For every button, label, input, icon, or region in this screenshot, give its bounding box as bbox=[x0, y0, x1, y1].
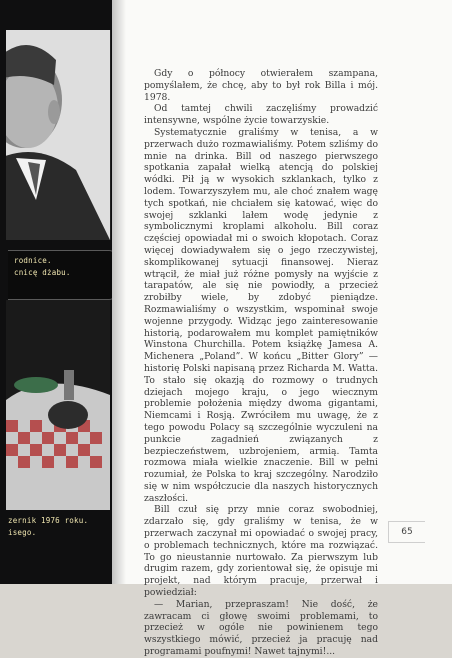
caption-line: rodnice. bbox=[14, 256, 52, 265]
gutter-shadow bbox=[112, 0, 126, 584]
caption-line: zernik 1976 roku. bbox=[8, 516, 89, 525]
table-photo bbox=[6, 300, 110, 510]
photo-page bbox=[0, 0, 112, 584]
caption-line: isego. bbox=[8, 528, 37, 537]
paragraph: — Marian, przepraszam! Nie dość, że zawracam ci głowę swoimi problemami, to przecież w ogóle nie powinienem tego wszystkiego mówić, przecież ja pracuję nad programami poufnymi! Nawet tajnymi!... bbox=[144, 598, 378, 658]
paragraph: Od tamtej chwili zaczęliśmy prowadzić intensywne, wspólne życie towarzyskie. bbox=[144, 103, 378, 127]
paragraph: Gdy o północy otwierałem szampana, pomyślałem, że chcę, aby to był rok Billa i mój. 1978. bbox=[144, 68, 378, 103]
caption-line: cnicę dżabu. bbox=[14, 268, 71, 277]
caption-top bbox=[8, 250, 117, 300]
paragraph: Bill czuł się przy mnie coraz swobodniej, zdarzało się, gdy graliśmy w tenisa, że w przerwach zaczynał mi opowiadać o swojej pracy, o problemach technicznych, które ma rozwiązać. To go nieustannie nurtowało. Za pierwszym lub drugim razem, gdy zorientował się, że opisuje mi projekt, nad którym pracuje, przerwał i powiedział: bbox=[144, 504, 378, 599]
paragraph: Systematycznie graliśmy w tenisa, a w przerwach dużo rozmawialiśmy. Potem szliśmy do mnie na drinka. Bill od naszego pierwszego spotkania zapałał wielką atencją do polskiej wódki. Pił ją w wysokich szklankach, tylko z lodem. Towarzyszyłem mu, ale choć znałem wagę tych spotkań, nie chciałem się katować, więc do swojej szklanki lałem wodę jedynie z symbolicznymi kroplami alkoholu. Bill coraz częściej opowiadał mi o swoich kłopotach. Coraz więcej dowiadywałem się o jego rzeczywistej, skomplikowanej sytuacji finansowej. Nieraz wtrącił, że miał już różne pomysły na wyjście z tarapatów, ale się nie powiodły, a przecież zrobiłby wiele, by zdobyć pieniądze. Rozmawialiśmy o wszystkim, wspominał swoje wojenne przygody. Widząc jego zainteresowanie historią, podarowałem mu komplet pamiętników Winstona Churchilla. Potem książkę Jamesa A. Michenera „Poland”. W końcu „Bitter Glory” — historię Polski napisaną przez Richarda M. Watta. To stało się okazją do rozmowy o trudnych dziejach mojego kraju, o jego wiecznym problemie położenia między dwoma gigantami, Niemcami i Rosją. Zwróciłem mu uwagę, że z tego powodu Polacy są szczególnie wyczuleni na punkcie zagadnień związanych z bezpieczeństwem, uzbrojeniem, armią. Tamta rozmowa miała wielkie znaczenie. Bill w pełni rozumiał, że Polska to kraj szczególny. Narodziło się w nim współczucie dla naszych historycznych zaszłości. bbox=[144, 126, 378, 504]
caption-bottom bbox=[8, 515, 104, 539]
table-illustration bbox=[6, 300, 110, 510]
page-text bbox=[144, 68, 378, 658]
portrait-illustration bbox=[6, 30, 110, 240]
text-page bbox=[112, 0, 452, 658]
page-number: 65 bbox=[388, 521, 425, 543]
portrait-photo bbox=[6, 30, 111, 240]
